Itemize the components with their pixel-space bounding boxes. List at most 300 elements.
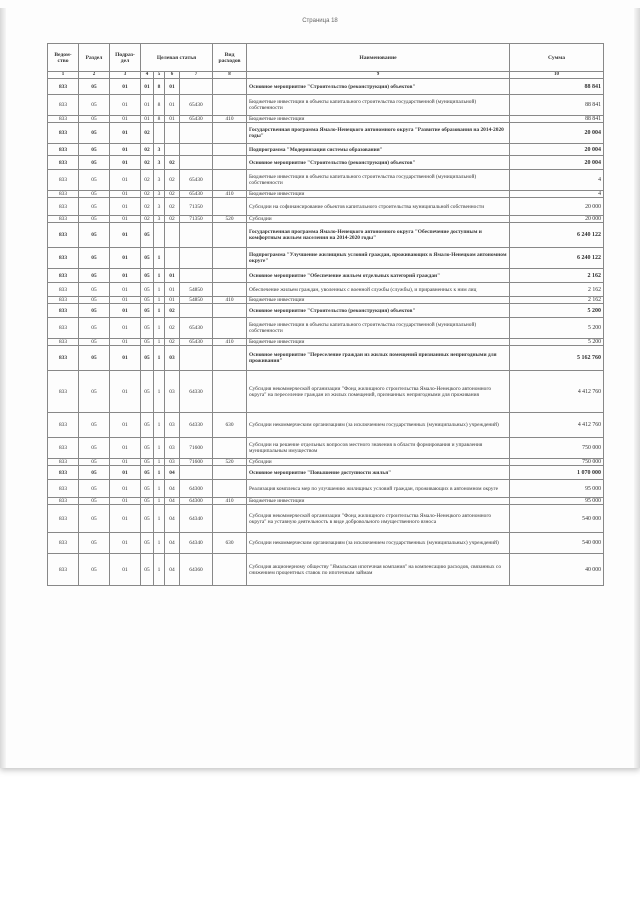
col-num: 8 (213, 72, 247, 79)
expense-type-cell (213, 466, 247, 480)
table-row (48, 95, 604, 116)
razdel-cell: 05 (79, 116, 110, 123)
sum-cell: 5 200 (510, 339, 604, 346)
razdel-cell: 05 (79, 144, 110, 156)
sum-cell: 2 162 (510, 283, 604, 297)
table-row (48, 223, 604, 248)
event-cell: 01 (165, 116, 180, 123)
sum-cell: 4 412 760 (510, 371, 604, 413)
podrazdel-cell: 01 (110, 533, 141, 554)
vedomstvo-cell: 833 (48, 123, 79, 144)
podrazdel-cell: 01 (110, 170, 141, 191)
razdel-cell: 05 (79, 533, 110, 554)
program-cell: 05 (141, 283, 154, 297)
razdel-cell: 05 (79, 413, 110, 438)
subprogram-cell: 1 (154, 346, 165, 371)
event-cell (165, 223, 180, 248)
event-cell (165, 144, 180, 156)
table-row (48, 339, 604, 346)
event-cell: 02 (165, 304, 180, 318)
direction-cell (180, 269, 213, 283)
col-num: 4 (141, 72, 154, 79)
column-number-row (48, 72, 604, 79)
name-cell: Субсидии (247, 216, 510, 223)
podrazdel-cell: 01 (110, 95, 141, 116)
subprogram-cell: 1 (154, 304, 165, 318)
razdel-cell: 05 (79, 79, 110, 95)
header-naimenovanie: Наименование (247, 44, 510, 72)
name-cell: Бюджетные инвестиции (247, 339, 510, 346)
subprogram-cell: 1 (154, 438, 165, 459)
expense-type-cell (213, 156, 247, 170)
direction-cell: 64330 (180, 413, 213, 438)
budget-table (47, 43, 604, 586)
subprogram-cell: 3 (154, 191, 165, 198)
name-cell: Бюджетные инвестиции в объекты капитального строительства государственной (муниципальной) собственности (247, 170, 510, 191)
expense-type-cell (213, 554, 247, 586)
razdel-cell: 05 (79, 95, 110, 116)
sum-cell: 2 162 (510, 269, 604, 283)
vedomstvo-cell: 833 (48, 216, 79, 223)
sum-cell: 4 412 760 (510, 413, 604, 438)
vedomstvo-cell: 833 (48, 459, 79, 466)
podrazdel-cell: 01 (110, 480, 141, 498)
direction-cell (180, 123, 213, 144)
podrazdel-cell: 01 (110, 79, 141, 95)
razdel-cell: 05 (79, 248, 110, 269)
program-cell: 05 (141, 339, 154, 346)
subprogram-cell: 1 (154, 459, 165, 466)
sum-cell: 5 200 (510, 304, 604, 318)
sum-cell: 95 000 (510, 480, 604, 498)
razdel-cell: 05 (79, 554, 110, 586)
table-row (48, 554, 604, 586)
header-vedomstvo: Ведом-ство (48, 44, 79, 72)
direction-cell: 64300 (180, 498, 213, 505)
expense-type-cell (213, 170, 247, 191)
program-cell: 05 (141, 533, 154, 554)
subprogram-cell: 3 (154, 216, 165, 223)
subprogram-cell: 3 (154, 156, 165, 170)
sum-cell: 20 004 (510, 156, 604, 170)
expense-type-cell (213, 371, 247, 413)
direction-cell: 71600 (180, 438, 213, 459)
program-cell: 05 (141, 346, 154, 371)
sum-cell: 4 (510, 170, 604, 191)
sum-cell: 5 162 760 (510, 346, 604, 371)
program-cell: 05 (141, 297, 154, 304)
program-cell: 05 (141, 413, 154, 438)
podrazdel-cell: 01 (110, 216, 141, 223)
expense-type-cell: 630 (213, 533, 247, 554)
direction-cell: 65430 (180, 339, 213, 346)
header-vid-rashodov: Вид расходов (213, 44, 247, 72)
table-row (48, 116, 604, 123)
table-row (48, 413, 604, 438)
vedomstvo-cell: 833 (48, 480, 79, 498)
program-cell: 01 (141, 116, 154, 123)
razdel-cell: 05 (79, 191, 110, 198)
name-cell: Бюджетные инвестиции в объекты капитального строительства государственной (муниципальной) собственности (247, 95, 510, 116)
event-cell: 02 (165, 339, 180, 346)
sum-cell: 88 841 (510, 95, 604, 116)
event-cell: 01 (165, 95, 180, 116)
program-cell: 05 (141, 554, 154, 586)
table-row (48, 533, 604, 554)
table-row (48, 269, 604, 283)
event-cell: 04 (165, 505, 180, 533)
event-cell: 04 (165, 554, 180, 586)
direction-cell: 65430 (180, 95, 213, 116)
vedomstvo-cell: 833 (48, 79, 79, 95)
name-cell: Государственная программа Ямало-Ненецкого автономного округа "Развитие образования на 2014-2020 годы" (247, 123, 510, 144)
event-cell: 04 (165, 533, 180, 554)
name-cell: Основное мероприятие "Строительство (реконструкция) объектов" (247, 79, 510, 95)
name-cell: Основное мероприятие "Строительство (реконструкция) объектов" (247, 156, 510, 170)
razdel-cell: 05 (79, 123, 110, 144)
sum-cell: 6 240 122 (510, 248, 604, 269)
razdel-cell: 05 (79, 466, 110, 480)
vedomstvo-cell: 833 (48, 269, 79, 283)
header-summa: Сумма (510, 44, 604, 72)
expense-type-cell (213, 79, 247, 95)
subprogram-cell: 3 (154, 198, 165, 216)
name-cell: Субсидии некоммерческим организациям (за исключением государственных (муниципальных) учреждений) (247, 533, 510, 554)
program-cell: 05 (141, 223, 154, 248)
event-cell: 01 (165, 283, 180, 297)
header-tselevaya-statya: Целевая статья (141, 44, 213, 72)
podrazdel-cell: 01 (110, 269, 141, 283)
event-cell: 03 (165, 346, 180, 371)
event-cell: 04 (165, 466, 180, 480)
direction-cell: 54850 (180, 283, 213, 297)
sum-cell: 540 000 (510, 505, 604, 533)
direction-cell: 64360 (180, 554, 213, 586)
program-cell: 05 (141, 505, 154, 533)
expense-type-cell (213, 346, 247, 371)
direction-cell: 64340 (180, 533, 213, 554)
podrazdel-cell: 01 (110, 498, 141, 505)
program-cell: 05 (141, 438, 154, 459)
table-row (48, 297, 604, 304)
name-cell: Бюджетные инвестиции (247, 191, 510, 198)
sum-cell: 540 000 (510, 533, 604, 554)
table-row (48, 283, 604, 297)
table-row (48, 248, 604, 269)
subprogram-cell: 8 (154, 116, 165, 123)
table-row (48, 170, 604, 191)
program-cell: 02 (141, 191, 154, 198)
program-cell: 02 (141, 123, 154, 144)
vedomstvo-cell: 833 (48, 413, 79, 438)
razdel-cell: 05 (79, 498, 110, 505)
vedomstvo-cell: 833 (48, 283, 79, 297)
event-cell: 02 (165, 318, 180, 339)
expense-type-cell (213, 144, 247, 156)
table-row (48, 198, 604, 216)
direction-cell: 54850 (180, 297, 213, 304)
table-row (48, 123, 604, 144)
table-row (48, 438, 604, 459)
program-cell: 05 (141, 459, 154, 466)
subprogram-cell: 1 (154, 413, 165, 438)
name-cell: Бюджетные инвестиции (247, 498, 510, 505)
direction-cell (180, 144, 213, 156)
expense-type-cell (213, 438, 247, 459)
expense-type-cell (213, 248, 247, 269)
subprogram-cell: 1 (154, 339, 165, 346)
subprogram-cell (154, 123, 165, 144)
vedomstvo-cell: 833 (48, 505, 79, 533)
razdel-cell: 05 (79, 170, 110, 191)
subprogram-cell: 8 (154, 79, 165, 95)
table-row (48, 459, 604, 466)
vedomstvo-cell: 833 (48, 466, 79, 480)
expense-type-cell: 410 (213, 116, 247, 123)
vedomstvo-cell: 833 (48, 533, 79, 554)
table-row (48, 144, 604, 156)
expense-type-cell (213, 223, 247, 248)
subprogram-cell: 1 (154, 554, 165, 586)
direction-cell: 64330 (180, 371, 213, 413)
podrazdel-cell: 01 (110, 248, 141, 269)
vedomstvo-cell: 833 (48, 297, 79, 304)
event-cell: 03 (165, 371, 180, 413)
program-cell: 02 (141, 216, 154, 223)
event-cell: 01 (165, 297, 180, 304)
name-cell: Субсидия акционерному обществу "Ямальская ипотечная компания" на компенсацию расходов, связанных со снижением процентных ставок по ипотечным займам (247, 554, 510, 586)
vedomstvo-cell: 833 (48, 438, 79, 459)
name-cell: Субсидии (247, 459, 510, 466)
table-row (48, 346, 604, 371)
expense-type-cell (213, 505, 247, 533)
name-cell: Реализация комплекса мер по улучшению жилищных условий граждан, проживающих в автономном округе (247, 480, 510, 498)
podrazdel-cell: 01 (110, 144, 141, 156)
col-num: 1 (48, 72, 79, 79)
vedomstvo-cell: 833 (48, 346, 79, 371)
direction-cell (180, 304, 213, 318)
expense-type-cell: 630 (213, 413, 247, 438)
razdel-cell: 05 (79, 156, 110, 170)
podrazdel-cell: 01 (110, 554, 141, 586)
subprogram-cell: 8 (154, 95, 165, 116)
event-cell: 02 (165, 198, 180, 216)
razdel-cell: 05 (79, 198, 110, 216)
event-cell: 02 (165, 216, 180, 223)
program-cell: 05 (141, 269, 154, 283)
vedomstvo-cell: 833 (48, 304, 79, 318)
sum-cell: 20 000 (510, 216, 604, 223)
col-num: 7 (180, 72, 213, 79)
event-cell: 01 (165, 269, 180, 283)
sum-cell: 20 004 (510, 144, 604, 156)
header-podrazdel: Подраз-дел (110, 44, 141, 72)
expense-type-cell: 520 (213, 216, 247, 223)
name-cell: Основное мероприятие "Переселение граждан из жилых помещений признанных непригодными для проживания" (247, 346, 510, 371)
direction-cell (180, 248, 213, 269)
expense-type-cell (213, 318, 247, 339)
col-num: 10 (510, 72, 604, 79)
vedomstvo-cell: 833 (48, 339, 79, 346)
table-row (48, 191, 604, 198)
sum-cell: 750 000 (510, 438, 604, 459)
podrazdel-cell: 01 (110, 466, 141, 480)
expense-type-cell (213, 283, 247, 297)
sum-cell: 6 240 122 (510, 223, 604, 248)
subprogram-cell: 1 (154, 318, 165, 339)
expense-type-cell (213, 95, 247, 116)
razdel-cell: 05 (79, 438, 110, 459)
podrazdel-cell: 01 (110, 346, 141, 371)
vedomstvo-cell: 833 (48, 144, 79, 156)
name-cell: Субсидия некоммерческой организации "Фонд жилищного строительства Ямало-Ненецкого автономного округа" на переселение граждан из жилых помещений, признанных непригодными для проживания (247, 371, 510, 413)
direction-cell: 71350 (180, 216, 213, 223)
expense-type-cell (213, 198, 247, 216)
razdel-cell: 05 (79, 304, 110, 318)
event-cell: 02 (165, 156, 180, 170)
subprogram-cell: 1 (154, 466, 165, 480)
subprogram-cell (154, 223, 165, 248)
name-cell: Субсидии на решение отдельных вопросов местного значения в области формирования и управления муниципальным имуществом (247, 438, 510, 459)
table-row (48, 371, 604, 413)
direction-cell: 71350 (180, 198, 213, 216)
razdel-cell: 05 (79, 318, 110, 339)
col-num: 3 (110, 72, 141, 79)
direction-cell (180, 223, 213, 248)
podrazdel-cell: 01 (110, 191, 141, 198)
subprogram-cell: 3 (154, 144, 165, 156)
subprogram-cell: 1 (154, 505, 165, 533)
direction-cell (180, 346, 213, 371)
name-cell: Основное мероприятие "Обеспечение жильем отдельных категорий граждан" (247, 269, 510, 283)
podrazdel-cell: 01 (110, 505, 141, 533)
sum-cell: 20 000 (510, 198, 604, 216)
vedomstvo-cell: 833 (48, 95, 79, 116)
name-cell: Основное мероприятие "Повышение доступности жилья" (247, 466, 510, 480)
event-cell: 03 (165, 413, 180, 438)
table-row (48, 216, 604, 223)
razdel-cell: 05 (79, 339, 110, 346)
direction-cell: 65430 (180, 318, 213, 339)
subprogram-cell: 3 (154, 170, 165, 191)
subprogram-cell: 1 (154, 480, 165, 498)
sum-cell: 5 200 (510, 318, 604, 339)
sum-cell: 88 841 (510, 79, 604, 95)
table-row (48, 505, 604, 533)
vedomstvo-cell: 833 (48, 318, 79, 339)
podrazdel-cell: 01 (110, 371, 141, 413)
direction-cell (180, 79, 213, 95)
vedomstvo-cell: 833 (48, 223, 79, 248)
sum-cell: 1 070 000 (510, 466, 604, 480)
event-cell (165, 123, 180, 144)
razdel-cell: 05 (79, 216, 110, 223)
program-cell: 01 (141, 79, 154, 95)
program-cell: 02 (141, 156, 154, 170)
razdel-cell: 05 (79, 371, 110, 413)
razdel-cell: 05 (79, 480, 110, 498)
direction-cell: 65430 (180, 116, 213, 123)
podrazdel-cell: 01 (110, 198, 141, 216)
name-cell: Обеспечение жильем граждан, уволенных с военной службы (службы), и приравненных к ним лиц (247, 283, 510, 297)
name-cell: Бюджетные инвестиции (247, 116, 510, 123)
event-cell: 04 (165, 498, 180, 505)
subprogram-cell: 1 (154, 283, 165, 297)
name-cell: Бюджетные инвестиции (247, 297, 510, 304)
program-cell: 05 (141, 466, 154, 480)
vedomstvo-cell: 833 (48, 198, 79, 216)
sum-cell: 88 841 (510, 116, 604, 123)
vedomstvo-cell: 833 (48, 191, 79, 198)
sum-cell: 750 000 (510, 459, 604, 466)
program-cell: 05 (141, 318, 154, 339)
podrazdel-cell: 01 (110, 438, 141, 459)
table-row (48, 156, 604, 170)
expense-type-cell: 410 (213, 498, 247, 505)
program-cell: 05 (141, 304, 154, 318)
col-num: 9 (247, 72, 510, 79)
event-cell: 03 (165, 459, 180, 466)
expense-type-cell (213, 480, 247, 498)
event-cell (165, 248, 180, 269)
sum-cell: 20 004 (510, 123, 604, 144)
sum-cell: 4 (510, 191, 604, 198)
table-row (48, 318, 604, 339)
subprogram-cell: 1 (154, 371, 165, 413)
name-cell: Субсидия некоммерческой организации "Фонд жилищного строительства Ямало-Ненецкого автономного округа" на уставную деятельность в виде добровольного имущественного взноса (247, 505, 510, 533)
expense-type-cell: 410 (213, 339, 247, 346)
podrazdel-cell: 01 (110, 223, 141, 248)
podrazdel-cell: 01 (110, 156, 141, 170)
podrazdel-cell: 01 (110, 459, 141, 466)
name-cell: Государственная программа Ямало-Ненецкого автономного округа "Обеспечение доступным и комфортным жильем населения на 2014-2020 годы" (247, 223, 510, 248)
event-cell: 02 (165, 170, 180, 191)
page-number: Страница 18 (302, 18, 338, 24)
razdel-cell: 05 (79, 505, 110, 533)
name-cell: Подпрограмма "Улучшение жилищных условий граждан, проживающих в Ямало-Ненецком автономном округе" (247, 248, 510, 269)
expense-type-cell (213, 269, 247, 283)
razdel-cell: 05 (79, 283, 110, 297)
podrazdel-cell: 01 (110, 283, 141, 297)
expense-type-cell: 410 (213, 191, 247, 198)
vedomstvo-cell: 833 (48, 116, 79, 123)
program-cell: 05 (141, 480, 154, 498)
name-cell: Субсидии на софинансирование объектов капитального строительства муниципальной собственности (247, 198, 510, 216)
col-num: 6 (165, 72, 180, 79)
direction-cell: 71600 (180, 459, 213, 466)
event-cell: 03 (165, 438, 180, 459)
page-edge-left (0, 8, 6, 768)
direction-cell: 64300 (180, 480, 213, 498)
vedomstvo-cell: 833 (48, 156, 79, 170)
subprogram-cell: 1 (154, 297, 165, 304)
table-row (48, 498, 604, 505)
razdel-cell: 05 (79, 223, 110, 248)
event-cell: 04 (165, 480, 180, 498)
table-row (48, 466, 604, 480)
podrazdel-cell: 01 (110, 123, 141, 144)
subprogram-cell: 1 (154, 498, 165, 505)
event-cell: 01 (165, 79, 180, 95)
table-row (48, 304, 604, 318)
podrazdel-cell: 01 (110, 304, 141, 318)
program-cell: 02 (141, 144, 154, 156)
col-num: 5 (154, 72, 165, 79)
expense-type-cell (213, 123, 247, 144)
program-cell: 05 (141, 498, 154, 505)
direction-cell (180, 156, 213, 170)
podrazdel-cell: 01 (110, 318, 141, 339)
